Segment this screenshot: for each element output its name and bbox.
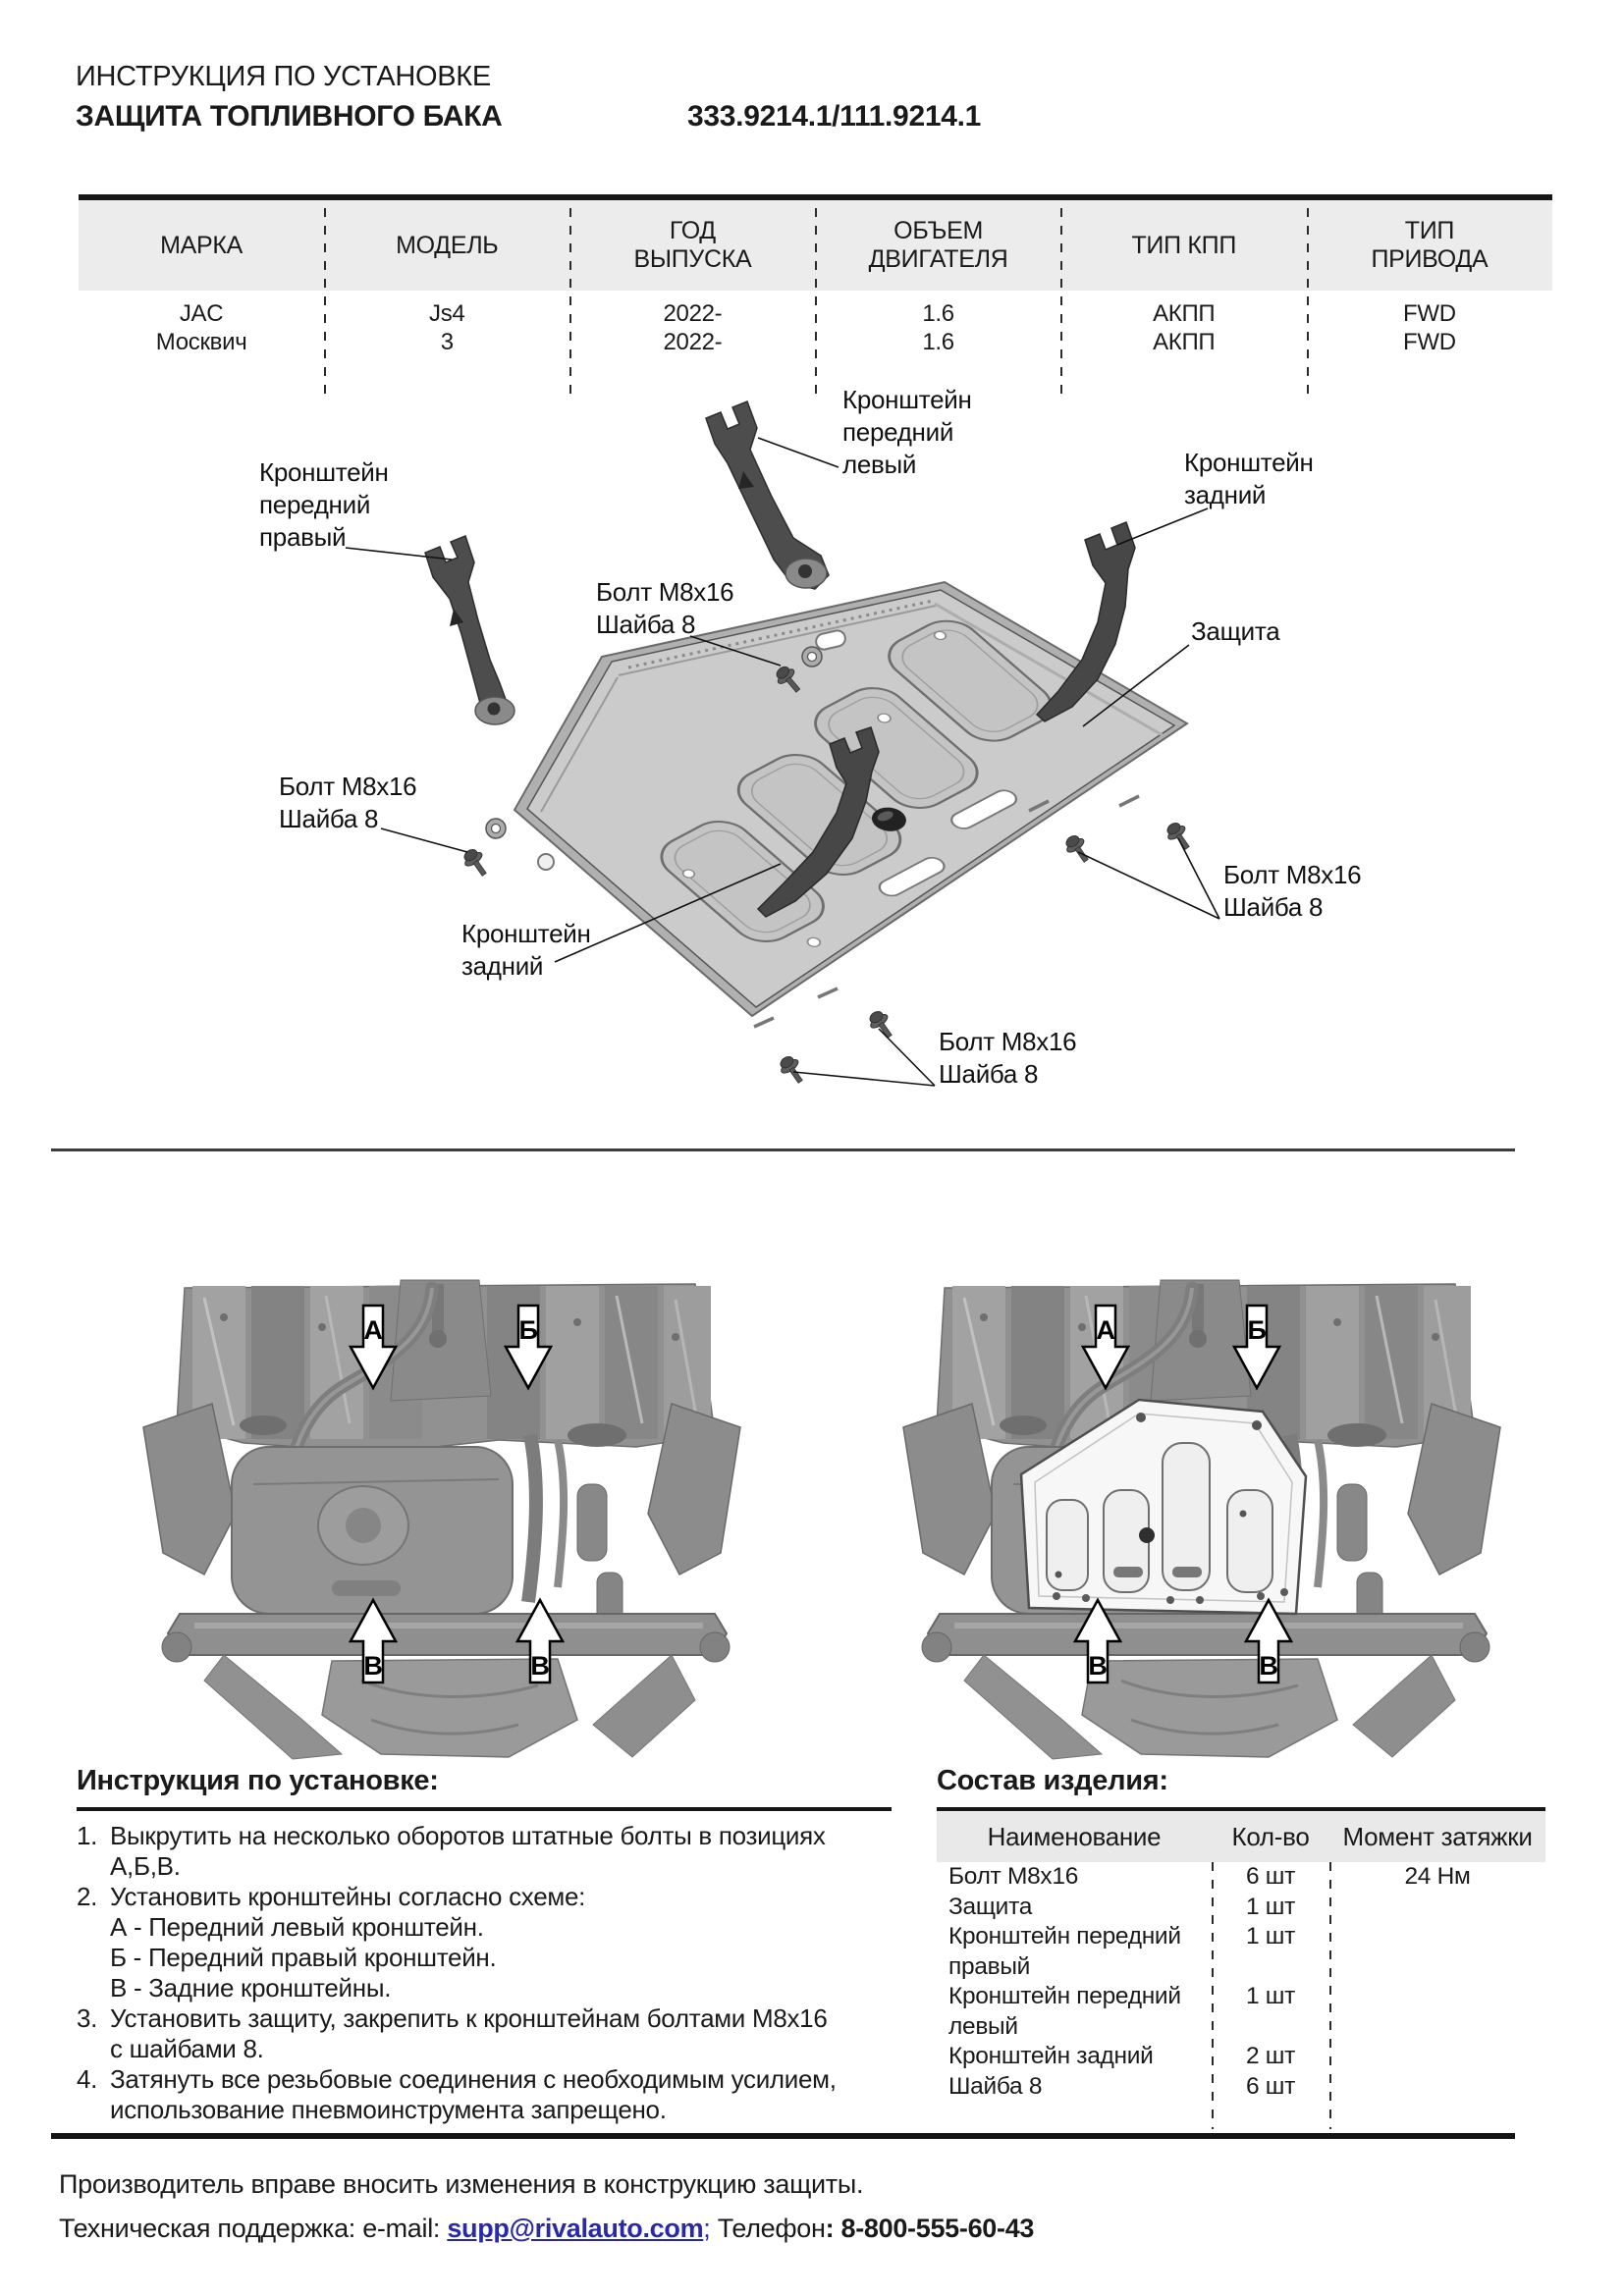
- bolt-icon: [1163, 819, 1195, 853]
- parts-table-header: [937, 1811, 1545, 1862]
- cell-model: Js4 3: [429, 300, 465, 355]
- exploded-diagram: [0, 373, 1624, 1150]
- bolt-icon: [865, 1007, 897, 1041]
- instruction-item: 2. Установить кронштейны согласно схеме: А - Передний левый кронштейн. Б - Передний правый кронштейн. В - Задние кронштейны.: [77, 1882, 586, 2002]
- support-phone: : 8-800-555-60-43: [825, 2214, 1035, 2243]
- table-divider: [815, 208, 817, 395]
- parts-row: Кронштейн передний правый 1 шт: [948, 1923, 1296, 1980]
- label-bolt-left: Болт М8х16 Шайба 8: [279, 772, 417, 833]
- marker-v: В: [1088, 1651, 1108, 1681]
- product-title: ЗАЩИТА ТОПЛИВНОГО БАКА: [76, 100, 503, 133]
- parts-table: [937, 1811, 1545, 2102]
- cell-engine: 1.6 1.6: [922, 300, 954, 355]
- label-bolt-top: Болт М8х16 Шайба 8: [596, 577, 734, 639]
- parts-heading: Состав изделия:: [937, 1765, 1168, 1796]
- table-divider: [1060, 208, 1062, 395]
- cell-year: 2022- 2022-: [663, 300, 723, 355]
- parts-row: Кронштейн задний 2 шт: [948, 2043, 1296, 2069]
- bracket-front-right-art: [425, 536, 514, 724]
- washer-icon: [486, 819, 506, 838]
- washer-icon: [802, 647, 822, 667]
- table-divider: [1307, 208, 1309, 395]
- col-header-gearbox: ТИП КПП: [1131, 231, 1237, 259]
- parts-section: [937, 1765, 1545, 2102]
- instruction-item: 1. Выкрутить на несколько оборотов штатные болты в позициях А,Б,В.: [77, 1821, 826, 1881]
- col-header-brand: МАРКА: [160, 231, 244, 259]
- col-header-name: Наименование: [987, 1821, 1162, 1851]
- parts-row: Защита 1 шт: [948, 1893, 1296, 1920]
- marker-b: Б: [518, 1315, 538, 1345]
- bracket-front-left-art: [706, 401, 829, 589]
- fitment-table: [79, 194, 1552, 397]
- col-header-qty: Кол-во: [1231, 1821, 1310, 1851]
- support-email-link[interactable]: supp@rivalauto.com: [447, 2214, 704, 2243]
- table-divider: [1329, 1862, 1331, 2129]
- section-divider: [51, 1148, 1515, 1151]
- marker-a: А: [363, 1315, 383, 1345]
- bolt-icon: [776, 1052, 808, 1087]
- semicolon: ;: [703, 2214, 711, 2243]
- phone-label: Телефон: [710, 2214, 826, 2243]
- marker-a: А: [1096, 1315, 1115, 1345]
- doc-type-title: ИНСТРУКЦИЯ ПО УСТАНОВКЕ: [76, 61, 491, 92]
- cell-brand: JAC Москвич: [155, 300, 247, 355]
- col-header-drive: ТИП ПРИВОДА: [1371, 217, 1489, 273]
- col-header-model: МОДЕЛЬ: [396, 231, 499, 259]
- footer-divider: [51, 2133, 1515, 2139]
- label-bracket-rear-right: Кронштейн задний: [1184, 448, 1314, 509]
- parts-row: Шайба 8 6 шт: [948, 2072, 1296, 2100]
- instructions-section: [77, 1765, 892, 2125]
- table-divider: [324, 208, 326, 395]
- heading-rule: [77, 1807, 892, 1811]
- parts-row: Болт М8х16 6 шт 24 Нм: [948, 1863, 1471, 1890]
- table-divider: [1212, 1862, 1214, 2129]
- table-divider: [569, 208, 571, 395]
- marker-b: Б: [1247, 1315, 1267, 1345]
- photo-before-install: [86, 1190, 797, 1763]
- marker-v: В: [530, 1651, 550, 1681]
- cell-gearbox: АКПП АКПП: [1153, 300, 1216, 355]
- label-bolt-bottom: Болт М8х16 Шайба 8: [939, 1027, 1077, 1089]
- cell-drive: FWD FWD: [1403, 300, 1456, 355]
- instruction-item: 4. Затянуть все резьбовые соединения с необходимым усилием, использование пневмоинструмента запрещено.: [77, 2064, 837, 2124]
- instructions-heading: Инструкция по установке:: [77, 1765, 439, 1796]
- label-bracket-front-right: Кронштейн передний правый: [259, 457, 389, 552]
- bolt-icon: [1061, 831, 1094, 866]
- manufacturer-notice: Производитель вправе вносить изменения в конструкцию защиты.: [59, 2169, 864, 2199]
- label-bolt-right: Болт М8х16 Шайба 8: [1223, 860, 1362, 922]
- col-header-year: ГОД ВЫПУСКА: [633, 217, 752, 273]
- instruction-item: 3. Установить защиту, закрепить к кронштейнам болтами М8х16 с шайбами 8.: [77, 2003, 828, 2063]
- label-bracket-rear-bottom: Кронштейн задний: [461, 919, 591, 981]
- col-header-engine: ОБЪЕМ ДВИГАТЕЛЯ: [868, 217, 1008, 273]
- part-numbers: 333.9214.1/111.9214.1: [687, 100, 982, 133]
- label-shield: Защита: [1191, 616, 1280, 646]
- support-line: Техническая поддержка: e-mail: supp@rivalauto.com; Телефон: 8-800-555-60-43: [59, 2214, 1035, 2243]
- marker-v: В: [1259, 1651, 1278, 1681]
- photo-after-install: [846, 1190, 1557, 1763]
- marker-v: В: [363, 1651, 383, 1681]
- label-bracket-front-left: Кронштейн передний левый: [842, 385, 972, 479]
- parts-row: Кронштейн передний левый 1 шт: [948, 1983, 1296, 2040]
- col-header-torque: Момент затяжки: [1342, 1821, 1533, 1851]
